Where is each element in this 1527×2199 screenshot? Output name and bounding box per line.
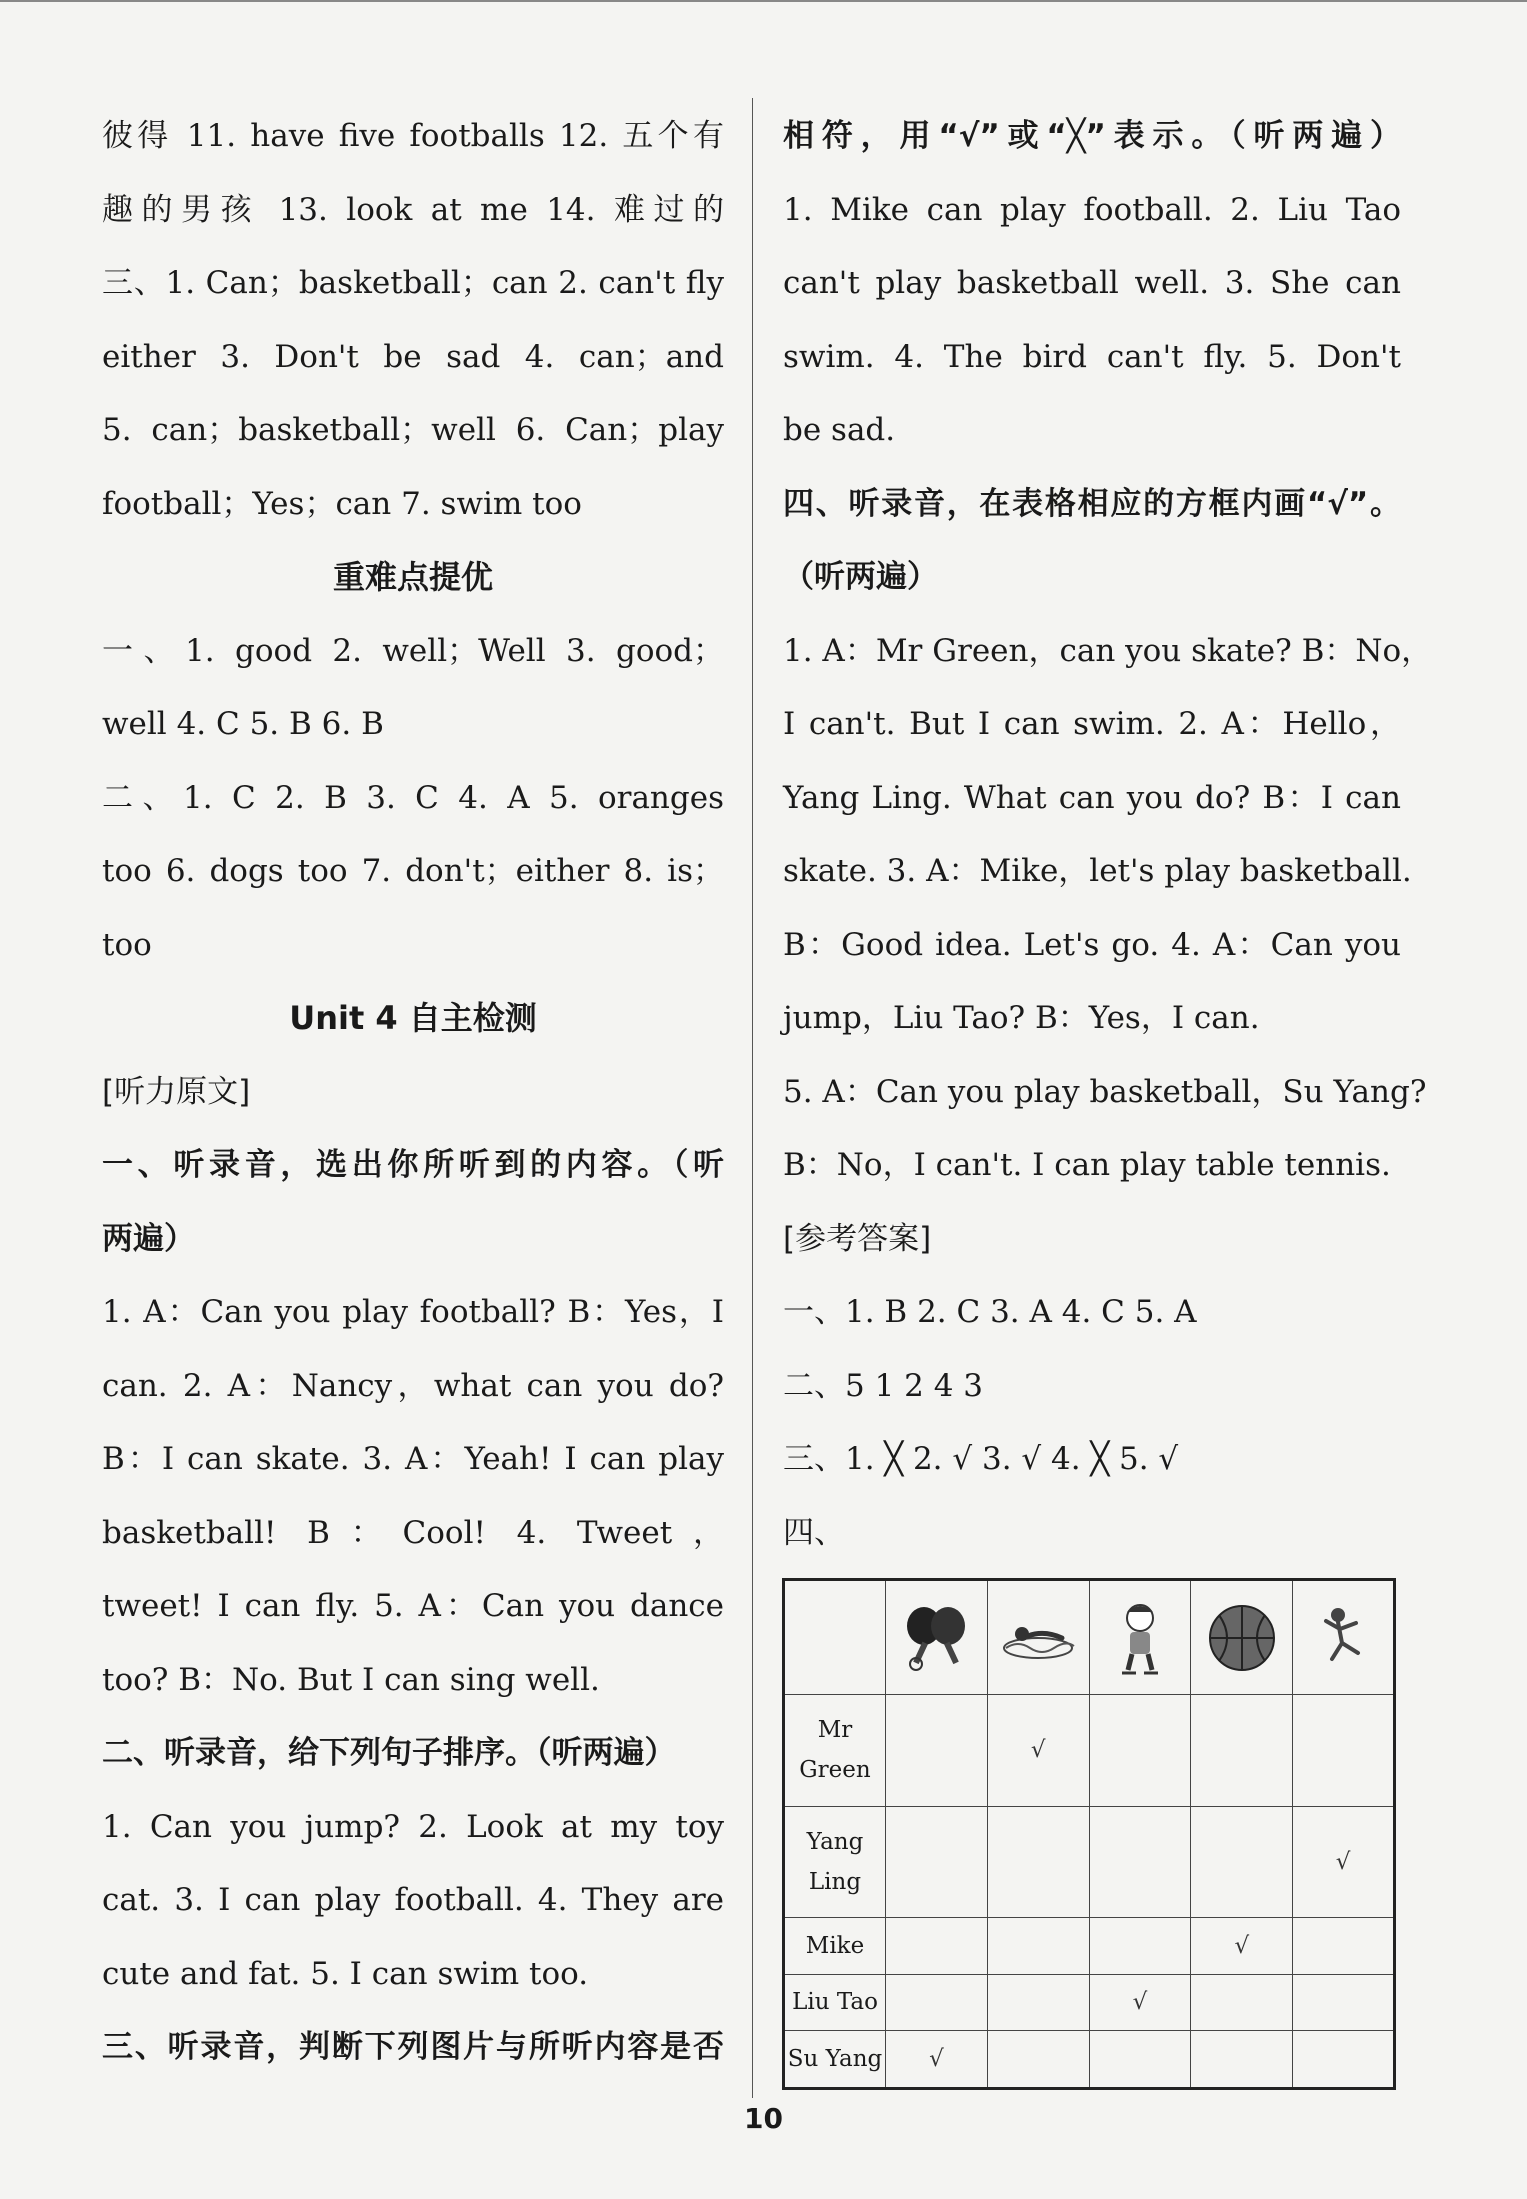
question-heading: 两遍） [102, 1220, 195, 1257]
text-line: 彼得 11. have five footballs 12. 五个有 [102, 118, 724, 154]
swimming-icon [987, 1580, 1089, 1695]
row-name: Su Yang [784, 2031, 886, 2089]
check-mark [1191, 1974, 1293, 2030]
check-mark: √ [1089, 1974, 1191, 2030]
check-mark [1293, 1695, 1395, 1807]
text-line: B：I can skate. 3. A：Yeah! I can play [102, 1441, 724, 1477]
basketball-icon [1191, 1580, 1293, 1695]
check-mark: √ [1293, 1806, 1395, 1918]
page-number: 10 [744, 2102, 783, 2135]
column-divider [752, 98, 753, 2098]
text-line: football；Yes；can 7. swim too [102, 485, 582, 522]
check-mark [1191, 1695, 1293, 1807]
text-line: cat. 3. I can play football. 4. They are [102, 1882, 724, 1918]
text-line: B：Good idea. Let's go. 4. A：Can you [783, 926, 1401, 963]
check-mark [987, 1918, 1089, 1974]
text-line: swim. 4. The bird can't fly. 5. Don't [783, 338, 1401, 375]
check-mark [1089, 1806, 1191, 1918]
text-line: cute and fat. 5. I can swim too. [102, 1955, 589, 1992]
text-line: 1. A：Can you play football? B：Yes，I [102, 1294, 724, 1330]
check-mark [1191, 1806, 1293, 1918]
answer-line: 二、5 1 2 4 3 [783, 1367, 984, 1404]
answer-table [782, 1578, 1396, 2090]
check-mark [886, 1974, 988, 2030]
text-line: 5. A：Can you play basketball，Su Yang? [783, 1073, 1427, 1110]
table-header-row [784, 1580, 1395, 1695]
unit-heading: Unit 4 自主检测 [289, 999, 537, 1037]
check-mark [1089, 1918, 1191, 1974]
section-label: [听力原文] [102, 1073, 251, 1110]
row-name: Mike [784, 1918, 886, 1974]
section-heading: 重难点提优 [332, 558, 493, 596]
question-heading: 相符，用“√”或“╳”表示。（听两遍） [783, 118, 1401, 154]
text-line: basketball! B：Cool! 4. Tweet， [102, 1514, 724, 1551]
answer-line: 一、1. B 2. C 3. A 4. C 5. A [783, 1294, 1197, 1330]
check-mark: √ [1191, 1918, 1293, 1974]
check-mark: √ [886, 2031, 988, 2089]
text-line: 一、1. good 2. well；Well 3. good； [102, 632, 724, 669]
check-mark [886, 1806, 988, 1918]
text-line: 1. Mike can play football. 2. Liu Tao [783, 191, 1401, 228]
text-line: well 4. C 5. B 6. B [102, 706, 384, 742]
row-name: Liu Tao [784, 1974, 886, 2030]
check-mark [1191, 2031, 1293, 2089]
answer-line: 三、1. ╳ 2. √ 3. √ 4. ╳ 5. √ [783, 1441, 1179, 1477]
text-line: 1. Can you jump? 2. Look at my toy [102, 1808, 724, 1845]
check-mark [987, 2031, 1089, 2089]
text-line: 趣的男孩 13. look at me 14. 难过的 [102, 191, 724, 228]
text-line: jump，Liu Tao? B：Yes，I can. [783, 1000, 1260, 1036]
check-mark [1293, 2031, 1395, 2089]
text-line: 二、1. C 2. B 3. C 4. A 5. oranges [102, 779, 724, 816]
answer-line: 四、 [783, 1514, 845, 1551]
check-mark [886, 1918, 988, 1974]
check-mark: √ [987, 1695, 1089, 1807]
table-corner [784, 1580, 886, 1695]
check-mark [1089, 1695, 1191, 1807]
text-line: 三、1. Can；basketball；can 2. can't fly [102, 265, 724, 301]
text-line: can. 2. A：Nancy，what can you do? [102, 1367, 724, 1404]
row-name: Mr Green [784, 1695, 886, 1807]
text-line: too? B：No. But I can sing well. [102, 1661, 600, 1698]
jumping-icon [1293, 1580, 1395, 1695]
text-line: Yang Ling. What can you do? B：I can [783, 779, 1401, 816]
question-heading: 二、听录音，给下列句子排序。（听两遍） [102, 1735, 676, 1771]
text-line: I can't. But I can swim. 2. A：Hello， [783, 706, 1401, 742]
check-mark [886, 1695, 988, 1807]
text-line: too 6. dogs too 7. don't；either 8. is； [102, 853, 724, 889]
right-column [783, 100, 1433, 1570]
check-mark [1293, 1918, 1395, 1974]
table-row [784, 2031, 1395, 2089]
table-row [784, 1806, 1395, 1918]
table-row [784, 1695, 1395, 1807]
table-tennis-icon [886, 1580, 988, 1695]
skating-icon [1089, 1580, 1191, 1695]
check-mark [987, 1974, 1089, 2030]
row-name: Yang Ling [784, 1806, 886, 1918]
check-mark [987, 1806, 1089, 1918]
text-line: can't play basketball well. 3. She can [783, 265, 1401, 301]
question-heading: 三、听录音，判断下列图片与所听内容是否 [102, 2029, 724, 2065]
table-row [784, 1974, 1395, 2030]
section-label: [参考答案] [783, 1220, 932, 1257]
table-row [784, 1918, 1395, 1974]
check-mark [1293, 1974, 1395, 2030]
text-line: 5. can；basketball；well 6. Can；play [102, 412, 724, 448]
check-mark [1089, 2031, 1191, 2089]
text-line: tweet! I can fly. 5. A：Can you dance [102, 1588, 724, 1624]
left-column [102, 100, 724, 2085]
text-line: skate. 3. A：Mike，let's play basketball. [783, 853, 1412, 889]
text-line: either 3. Don't be sad 4. can；and [102, 338, 724, 375]
question-heading: （听两遍） [783, 559, 938, 595]
text-line: 1. A：Mr Green，can you skate? B：No， [783, 632, 1433, 669]
text-line: too [102, 926, 152, 963]
question-heading: 一、听录音，选出你所听到的内容。（听 [102, 1147, 724, 1183]
text-line: be sad. [783, 412, 896, 448]
top-rule [0, 0, 1527, 2]
question-heading: 四、听录音，在表格相应的方框内画“√”。 [783, 485, 1401, 522]
text-line: B：No，I can't. I can play table tennis. [783, 1147, 1391, 1183]
